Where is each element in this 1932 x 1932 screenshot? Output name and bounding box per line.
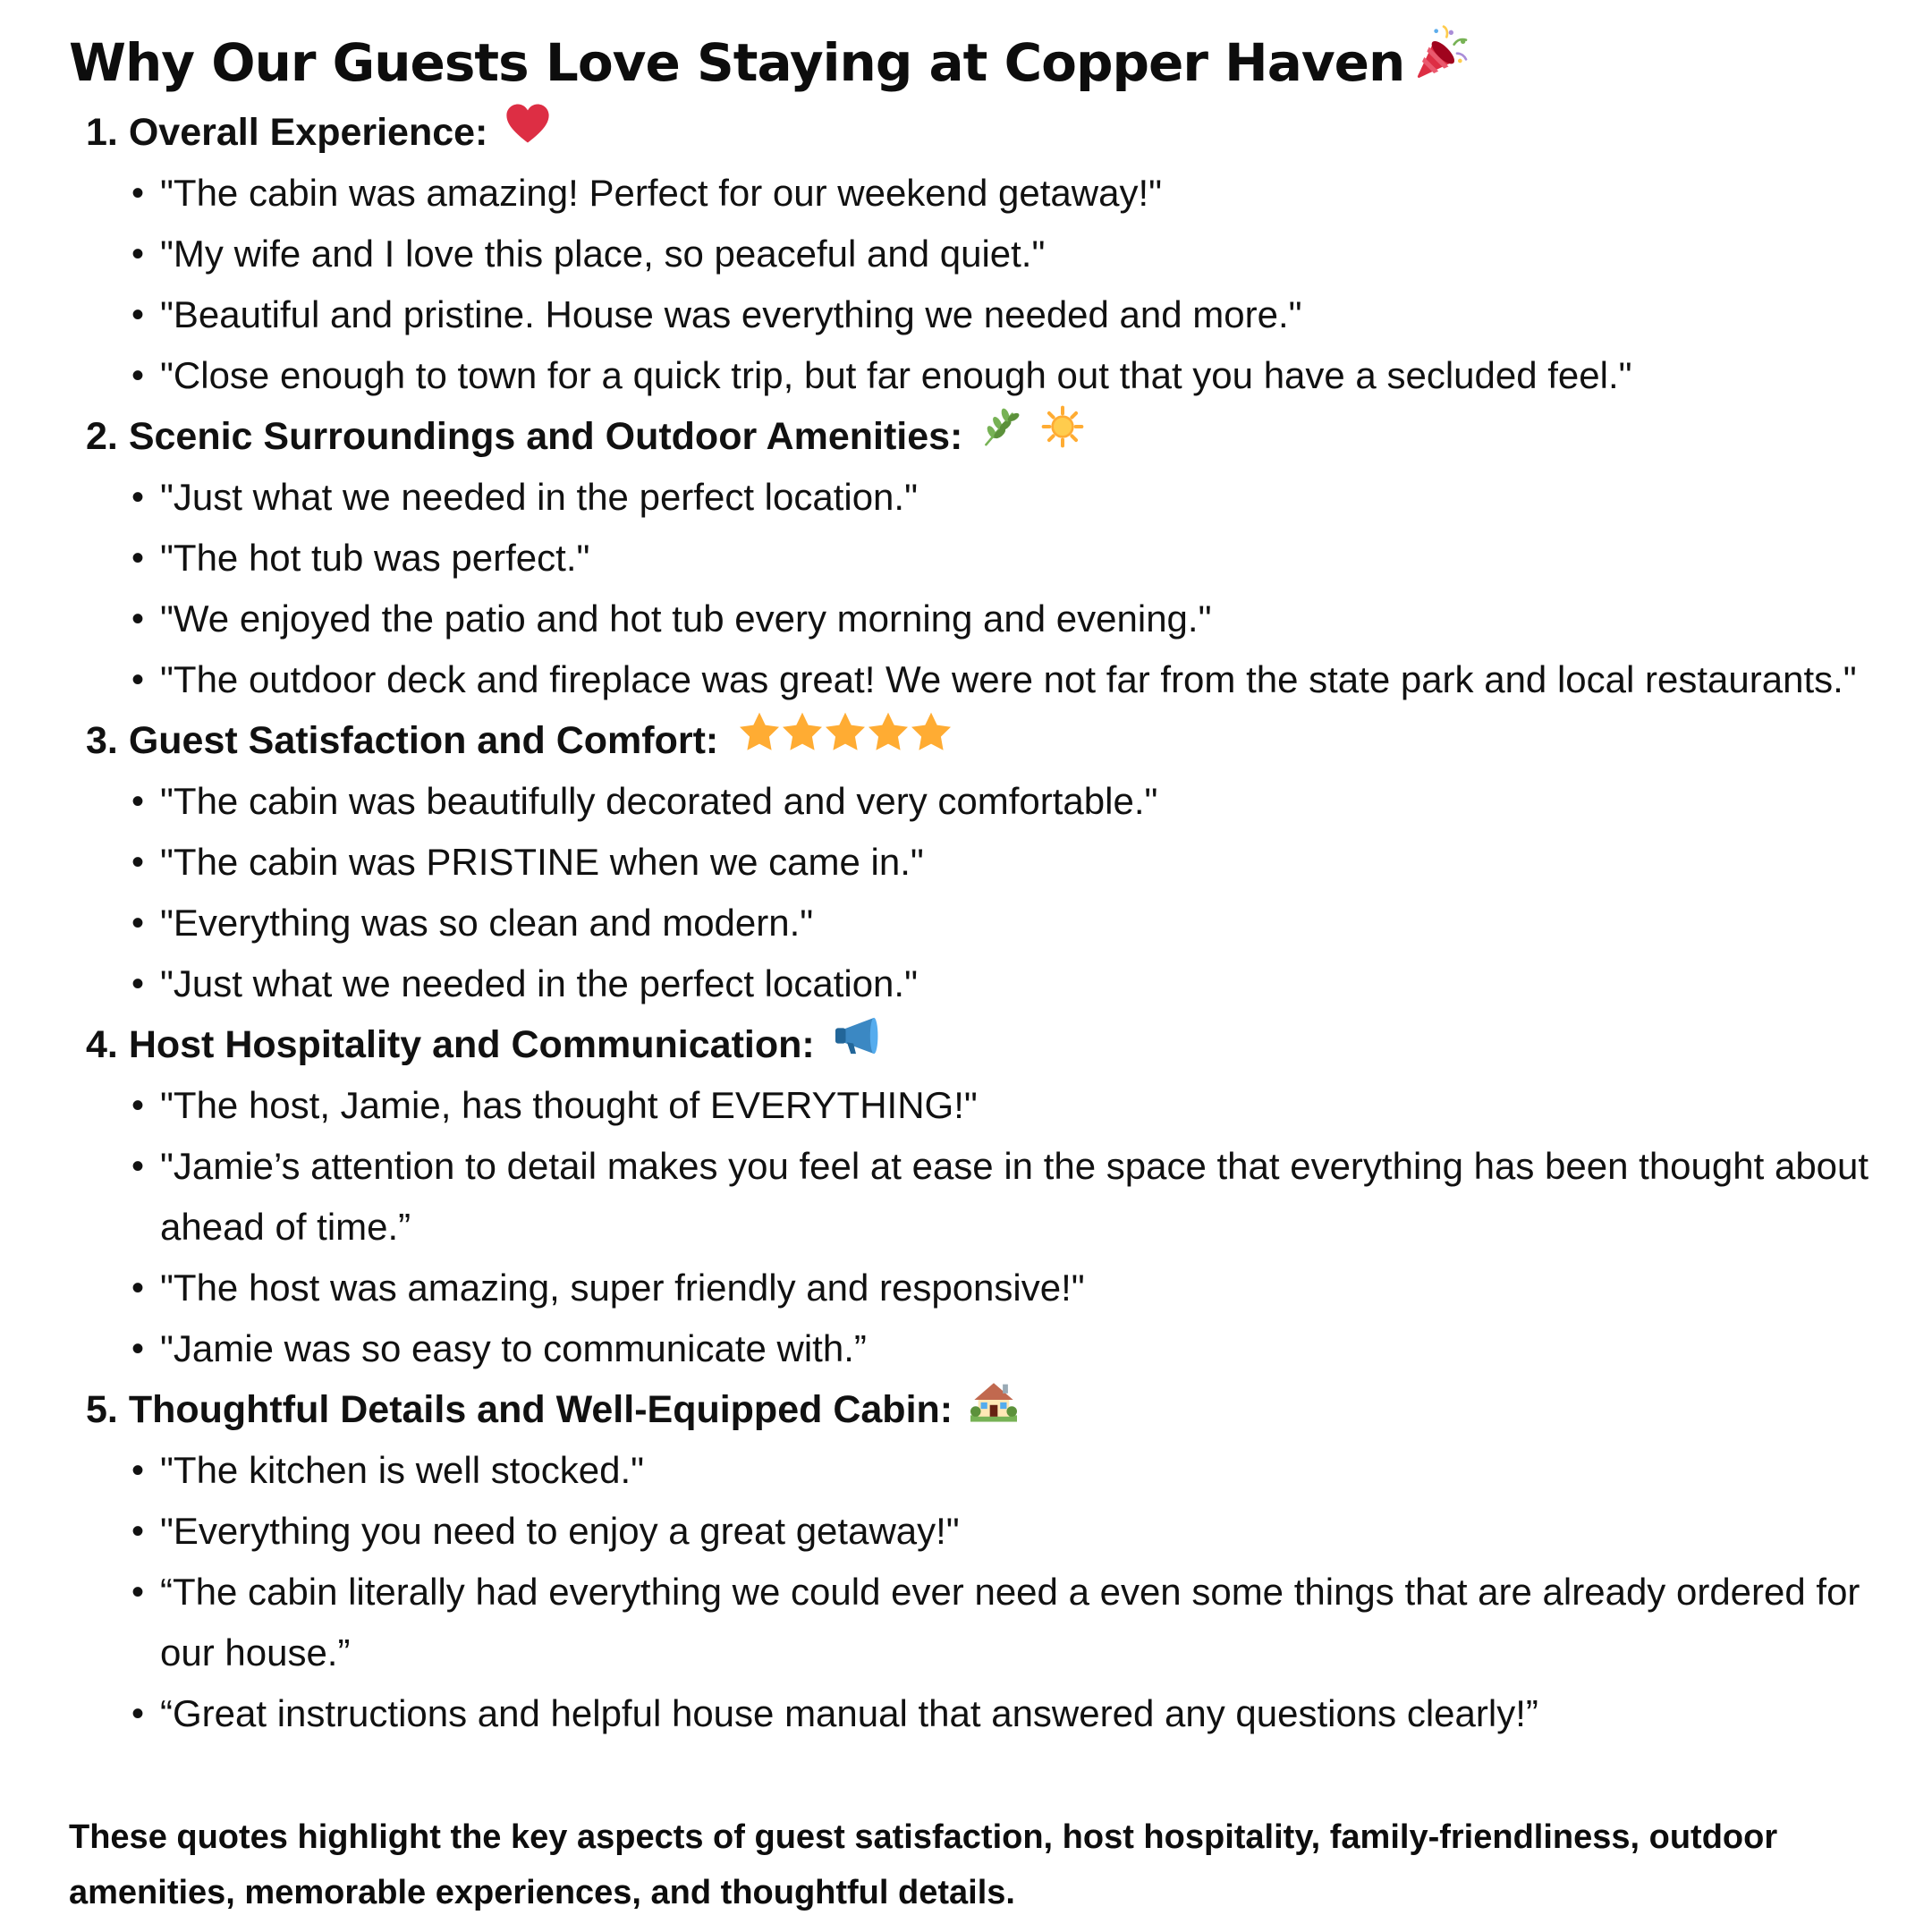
quote-text: "The outdoor deck and fireplace was great! We were not far from the state park and local restaurants." [160, 658, 1857, 700]
megaphone-icon [833, 1013, 879, 1074]
list-item [0, 832, 1932, 893]
bullet-icon: • [131, 1512, 144, 1551]
bullet-icon: • [131, 1147, 144, 1186]
quote-text: "We enjoyed the patio and hot tub every morning and evening." [160, 597, 1212, 640]
page-title-text: Why Our Guests Love Staying at Copper Haven [69, 32, 1405, 93]
quote-text: "Everything was so clean and modern." [160, 902, 814, 944]
quote-text: "The host, Jamie, has thought of EVERYTHING!" [160, 1084, 978, 1126]
list-item [0, 771, 1932, 832]
section-heading [0, 1014, 1932, 1075]
star-icon [781, 711, 824, 752]
section-number: 4. [86, 1023, 118, 1066]
party-popper-icon [1417, 25, 1470, 97]
bullet-icon: • [131, 1329, 144, 1368]
list-item [0, 589, 1932, 649]
list-item [0, 1501, 1932, 1562]
bullet-icon: • [131, 1572, 144, 1612]
section-thoughtful-details [0, 1379, 1932, 1744]
list-item [0, 1440, 1932, 1501]
quote-text: "Jamie was so easy to communicate with.” [160, 1327, 867, 1369]
section-heading [0, 102, 1932, 163]
section-scenic-surroundings [0, 406, 1932, 710]
house-with-garden-icon [970, 1377, 1017, 1440]
quote-text: "Beautiful and pristine. House was everything we needed and more." [160, 293, 1302, 335]
section-heading [0, 406, 1932, 467]
bullet-icon: • [131, 843, 144, 882]
sections-container [0, 102, 1932, 1744]
section-heading-text: Thoughtful Details and Well-Equipped Cabin: [128, 1388, 953, 1431]
quote-text: "Just what we needed in the perfect location." [160, 962, 918, 1004]
list-item [0, 1683, 1932, 1744]
list-item [0, 1562, 1932, 1683]
quote-text: "The kitchen is well stocked." [160, 1449, 645, 1491]
list-item [0, 649, 1932, 710]
bullet-icon: • [131, 174, 144, 213]
quote-text: "Jamie’s attention to detail makes you feel at ease in the space that everything has been thought about ahead of time.” [160, 1145, 1869, 1248]
list-item [0, 224, 1932, 284]
bullet-icon: • [131, 660, 144, 699]
summary-footer: These quotes highlight the key aspects of guest satisfaction, host hospitality, family-friendliness, outdoor amenities, memorable experiences, and thoughtful details. [69, 1818, 1778, 1911]
heart-icon [505, 101, 550, 162]
star-icon [738, 711, 781, 752]
quote-text: "The cabin was beautifully decorated and very comfortable." [160, 780, 1158, 822]
list-item [0, 1075, 1932, 1136]
quote-text: "Just what we needed in the perfect location." [160, 476, 918, 518]
bullet-icon: • [131, 964, 144, 1004]
bullet-icon: • [131, 1268, 144, 1308]
list-item [0, 345, 1932, 406]
bullet-icon: • [131, 599, 144, 639]
list-item [0, 1318, 1932, 1379]
section-heading [0, 1379, 1932, 1440]
quote-list [0, 771, 1932, 1014]
quote-text: "Everything you need to enjoy a great getaway!" [160, 1510, 960, 1552]
quote-text: "My wife and I love this place, so peaceful and quiet." [160, 233, 1046, 275]
section-guest-satisfaction [0, 710, 1932, 1014]
sun-icon [1041, 405, 1084, 466]
bullet-icon: • [131, 356, 144, 395]
quote-text: “Great instructions and helpful house manual that answered any questions clearly!” [160, 1692, 1538, 1734]
list-item [0, 163, 1932, 224]
quote-list [0, 1075, 1932, 1379]
quote-list [0, 1440, 1932, 1744]
list-item [0, 467, 1932, 528]
list-item [0, 1136, 1932, 1258]
section-number: 3. [86, 719, 118, 762]
bullet-icon: • [131, 903, 144, 943]
list-item [0, 528, 1932, 589]
list-item [0, 893, 1932, 953]
bullet-icon: • [131, 295, 144, 335]
section-heading-text: Overall Experience: [128, 111, 488, 154]
section-heading-text: Host Hospitality and Communication: [128, 1023, 815, 1066]
bullet-icon: • [131, 538, 144, 578]
bullet-icon: • [131, 478, 144, 517]
section-heading-text: Guest Satisfaction and Comfort: [128, 719, 719, 762]
quote-text: "The cabin was PRISTINE when we came in." [160, 841, 924, 883]
list-item [0, 284, 1932, 345]
page-title [69, 27, 1470, 102]
section-host-hospitality [0, 1014, 1932, 1379]
bullet-icon: • [131, 234, 144, 274]
quote-text: "The cabin was amazing! Perfect for our weekend getaway!" [160, 172, 1163, 214]
quote-list [0, 163, 1932, 406]
section-heading-text: Scenic Surroundings and Outdoor Amenities: [128, 415, 963, 458]
list-item [0, 953, 1932, 1014]
star-icon [910, 711, 953, 752]
herb-icon [980, 405, 1021, 466]
star-rating [738, 709, 953, 770]
list-item [0, 1258, 1932, 1318]
quote-text: "The hot tub was perfect." [160, 537, 590, 579]
bullet-icon: • [131, 1086, 144, 1125]
section-number: 2. [86, 415, 118, 458]
section-number: 1. [86, 111, 118, 154]
quote-text: "Close enough to town for a quick trip, but far enough out that you have a secluded feel." [160, 354, 1632, 396]
section-overall-experience [0, 102, 1932, 406]
quote-text: "The host was amazing, super friendly and responsive!" [160, 1267, 1085, 1309]
quote-text: “The cabin literally had everything we could ever need a even some things that are already ordered for our house.” [160, 1571, 1860, 1674]
bullet-icon: • [131, 1694, 144, 1733]
quote-list [0, 467, 1932, 710]
star-icon [867, 711, 910, 752]
bullet-icon: • [131, 1451, 144, 1490]
star-icon [824, 711, 867, 752]
section-heading [0, 710, 1932, 771]
section-number: 5. [86, 1388, 118, 1431]
bullet-icon: • [131, 782, 144, 821]
